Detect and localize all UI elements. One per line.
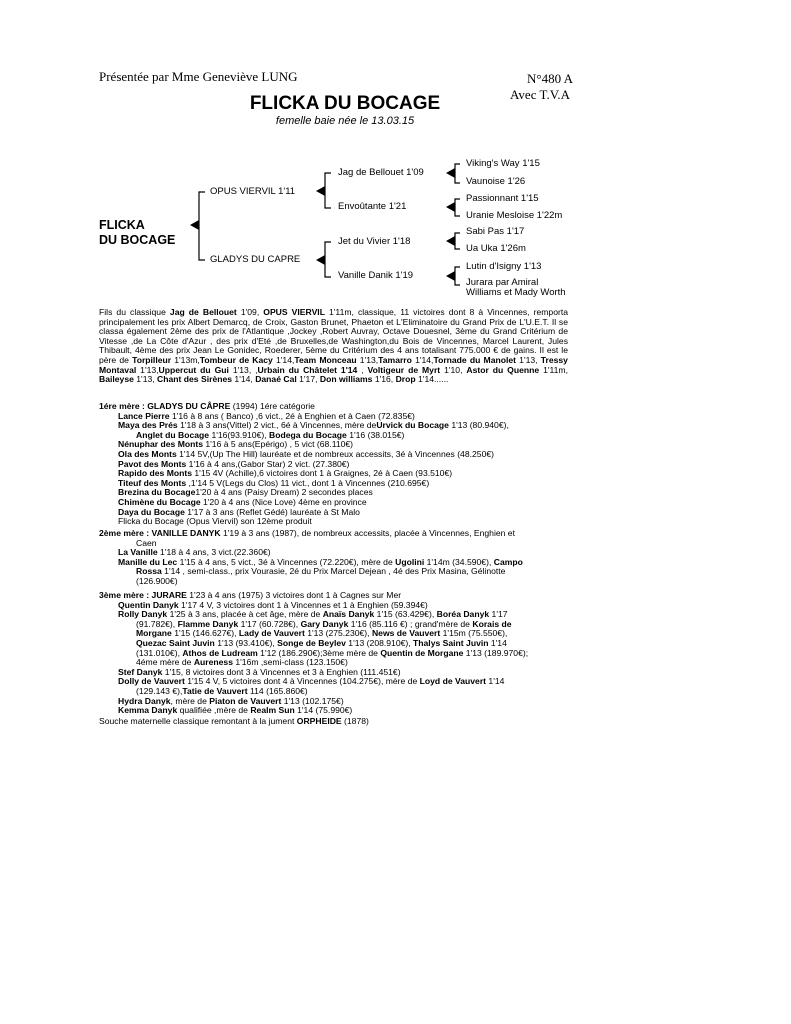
list-item: Daya du Bocage 1'17 à 3 ans (Reflet Gédé) lauréate à St Malo [118,506,360,517]
list-item: Dolly de Vauvert 1'15 4 V, 5 victoires dont 4 à Vincennes (104.275€), mère de Loyd de Vauvert 1'14 [118,676,505,687]
list-item: Nénuphar des Monts 1'16 à 5 ans(Epérigo) , 5 vict (68.110€) [118,439,354,450]
pedigree-ds-sire: Sabi Pas 1'17 [466,226,525,237]
list-item: Stef Danyk 1'15, 8 victoires dont 3 à Vincennes et 3 à Enghien (111.451€) [118,666,401,677]
pedigree-subject-line1: FLICKA [99,218,145,232]
list-item: La Vanille 1'18 à 4 ans, 3 vict.(22.360€) [118,547,271,558]
second-dam-heading-cont: Caen [136,537,157,548]
list-item: Morgane 1'15 (146.627€), Lady de Vauvert 1'13 (275.230€), News de Vauvert 1'15m (75.550€), [136,628,508,639]
list-item: Rolly Danyk 1'25 à 3 ans, placée à cet âge, mère de Anaïs Danyk 1'15 (63.429€), Boréa Danyk 1'17 [118,609,508,620]
pedigree-dd-dam-line2: Williams et Mady Worth [466,287,566,298]
pedigree-sire-sire: Jag de Bellouet 1'09 [338,167,424,178]
list-item: Quezac Saint Juvin 1'13 (93.410€), Songe de Beylev 1'13 (208.910€), Thalys Saint Juvin 1'14 [136,637,507,648]
list-item: Manille du Lec 1'15 à 4 ans, 5 vict., 3é à Vincennes (72.220€), mère de Ugolini 1'14m (34.590€), Campo [118,556,523,567]
pedigree-dam-dam: Vanille Danik 1'19 [338,270,414,281]
first-dam-heading: 1ére mère : GLADYS DU CÂPRE (1994) 1ére catégorie [99,401,315,411]
list-item: Kemma Danyk qualifiée ,mère de Realm Sun 1'14 (75.990€) [118,705,353,716]
pedigree-sire: OPUS VIERVIL 1'11 [210,186,296,197]
list-item: (126.900€) [136,575,178,586]
pedigree-sire-dam: Envoûtante 1'21 [338,201,407,212]
pedigree-dam: GLADYS DU CAPRE [210,254,301,265]
pedigree-ds-dam: Ua Uka 1'26m [466,243,526,254]
pedigree-sd-sire: Passionnant 1'15 [466,193,539,204]
horse-name-title: FLICKA DU BOCAGE [249,93,441,114]
list-item: Hydra Danyk, mère de Piaton de Vauvert 1'13 (102.175€) [118,695,344,706]
list-item: (131.010€), Athos de Ludream 1'12 (186.290€);3ème mère de Quentin de Morgane 1'13 (189.970€); [136,647,529,658]
pedigree-ss-dam: Vaunoise 1'26 [466,176,526,187]
list-item: Brezina du Bocage1'20 à 4 ans (Paisy Dream) 2 secondes places [118,487,373,498]
maternal-line-note: Souche maternelle classique remontant à la jument ORPHEIDE (1878) [99,716,369,726]
list-item: Anglet du Bocage 1'16(93.910€), Bodega du Bocage 1'16 (38.015€) [136,429,405,440]
second-dam-heading: 2ème mère : VANILLE DANYK 1'19 à 3 ans (1987), de nombreux accessits, placée à Vincennes, Enghien et [99,528,515,538]
list-item: Titeuf des Monts ,1'14 5 V(Legs du Clos) 11 vict., dont 1 à Vincennes (210.695€) [118,477,430,488]
third-dam-section [99,591,569,716]
first-dam-section [99,402,569,527]
list-item: Chimène du Bocage 1'20 à 4 ans (Nice Love) 4ème en province [118,496,367,507]
pedigree-sd-dam: Uranie Mesloise 1'22m [466,210,563,221]
list-item: Ola des Monts 1'14 5V,(Up The Hill) lauréate et de nombreux accessits, 3é à Vincennes (48.250€) [118,448,494,459]
pedigree-dd-sire: Lutin d'Isigny 1'13 [466,261,542,272]
second-dam-section [99,529,569,587]
list-item: Rossa 1'14 , semi-class., prix Vourasie, 2é du Prix Marcel Dejean , 4é des Prix Masina, Gélinotte [136,566,506,577]
pedigree-dam-sire: Jet du Vivier 1'18 [338,236,411,247]
horse-subtitle: femelle baie née le 13.03.15 [275,115,415,127]
pedigree-dd-dam-line1: Jurara par Amiral [466,277,539,288]
pedigree-subject [99,218,175,248]
presenter-line: Présentée par Mme Geneviève LUNG [99,69,298,84]
list-item: 4éme mère de Aureness 1'16m ,semi-class (123.150€) [136,657,348,668]
lot-number: N°480 A [527,71,574,86]
tva-note: Avec T.V.A [510,87,571,102]
sire-paragraph: Fils du classique Jag de Bellouet 1'09, OPUS VIERVIL 1'11m, classique, 11 victoires dont 8 à Vincennes, remporta principalement les prix Albert Demarcq, de Croix, Gaston Brunet, Phaeton et L'Eliminatoire du Grand Prix de L'U.E.T. Il se classa également 2ème des prix de l'Atlantique ,Jockey ,Robert Auvray, Octave Douesnel, 3ème du Grand Critérium de Vitesse ,de La Côte d'Azur , des prix d'Eté ,de Bruxelles,de Washington,du Bois de Vincennes, Marcel Laurent, Jules Thibault, 4ème des prix Jean Le Gonidec, Roederer, 5ème du Critérium des 4 ans totalisant 775.000 € de gains. Il est le père de Torpilleur 1'13m,Tombeur de Kacy 1'14,Team Monceau 1'13,Tamarro 1'14,Tornade du Manolet 1'13, Tressy Montaval 1'13,Uppercut du Gui 1'13, ,Urbain du Châtelet 1'14 , Voltigeur de Myrt 1'10, Astor du Quenne 1'11m, Baileyse 1'13, Chant des Sirènes 1'14, Danaé Cal 1'17, Don williams 1'16, Drop 1'14...... [99,307,569,385]
list-item: Lance Pierre 1'16 à 8 ans ( Banco) ,6 vict., 2é à Enghien et à Caen (72.835€) [118,410,415,421]
list-item: Maya des Prés 1'18 à 3 ans(Vittel) 2 vict., 6é à Vincennes, mère deUrvick du Bocage 1'13 (80.940€), [118,420,509,431]
third-dam-heading: 3ème mère : JURARE 1'23 à 4 ans (1975) 3 victoires dont 1 à Cagnes sur Mer [99,590,402,600]
list-item: (129.143 €),Tatie de Vauvert 114 (165.860€) [136,685,308,696]
list-item: Rapido des Monts 1'15 4V (Achille),6 victoires dont 1 à Graignes, 2é à Caen (93.510€) [118,468,453,479]
list-item: Flicka du Bocage (Opus Viervil) son 12ème produit [118,516,312,527]
pedigree-subject-line2: DU BOCAGE [99,233,176,247]
pedigree-dd-dam [466,278,566,298]
list-item: Quentin Danyk 1'17 4 V, 3 victoires dont 1 à Vincennes et 1 à Enghien (59.394€) [118,599,428,610]
pedigree-ss-sire: Viking's Way 1'15 [466,158,540,169]
list-item: (91.782€), Flamme Danyk 1'17 (60.728€), Gary Danyk 1'16 (85.116 €) ; grand'mère de Korais de [136,618,512,629]
list-item: Pavot des Monts 1'16 à 4 ans,(Gabor Star) 2 vict. (27.380€) [118,458,350,469]
